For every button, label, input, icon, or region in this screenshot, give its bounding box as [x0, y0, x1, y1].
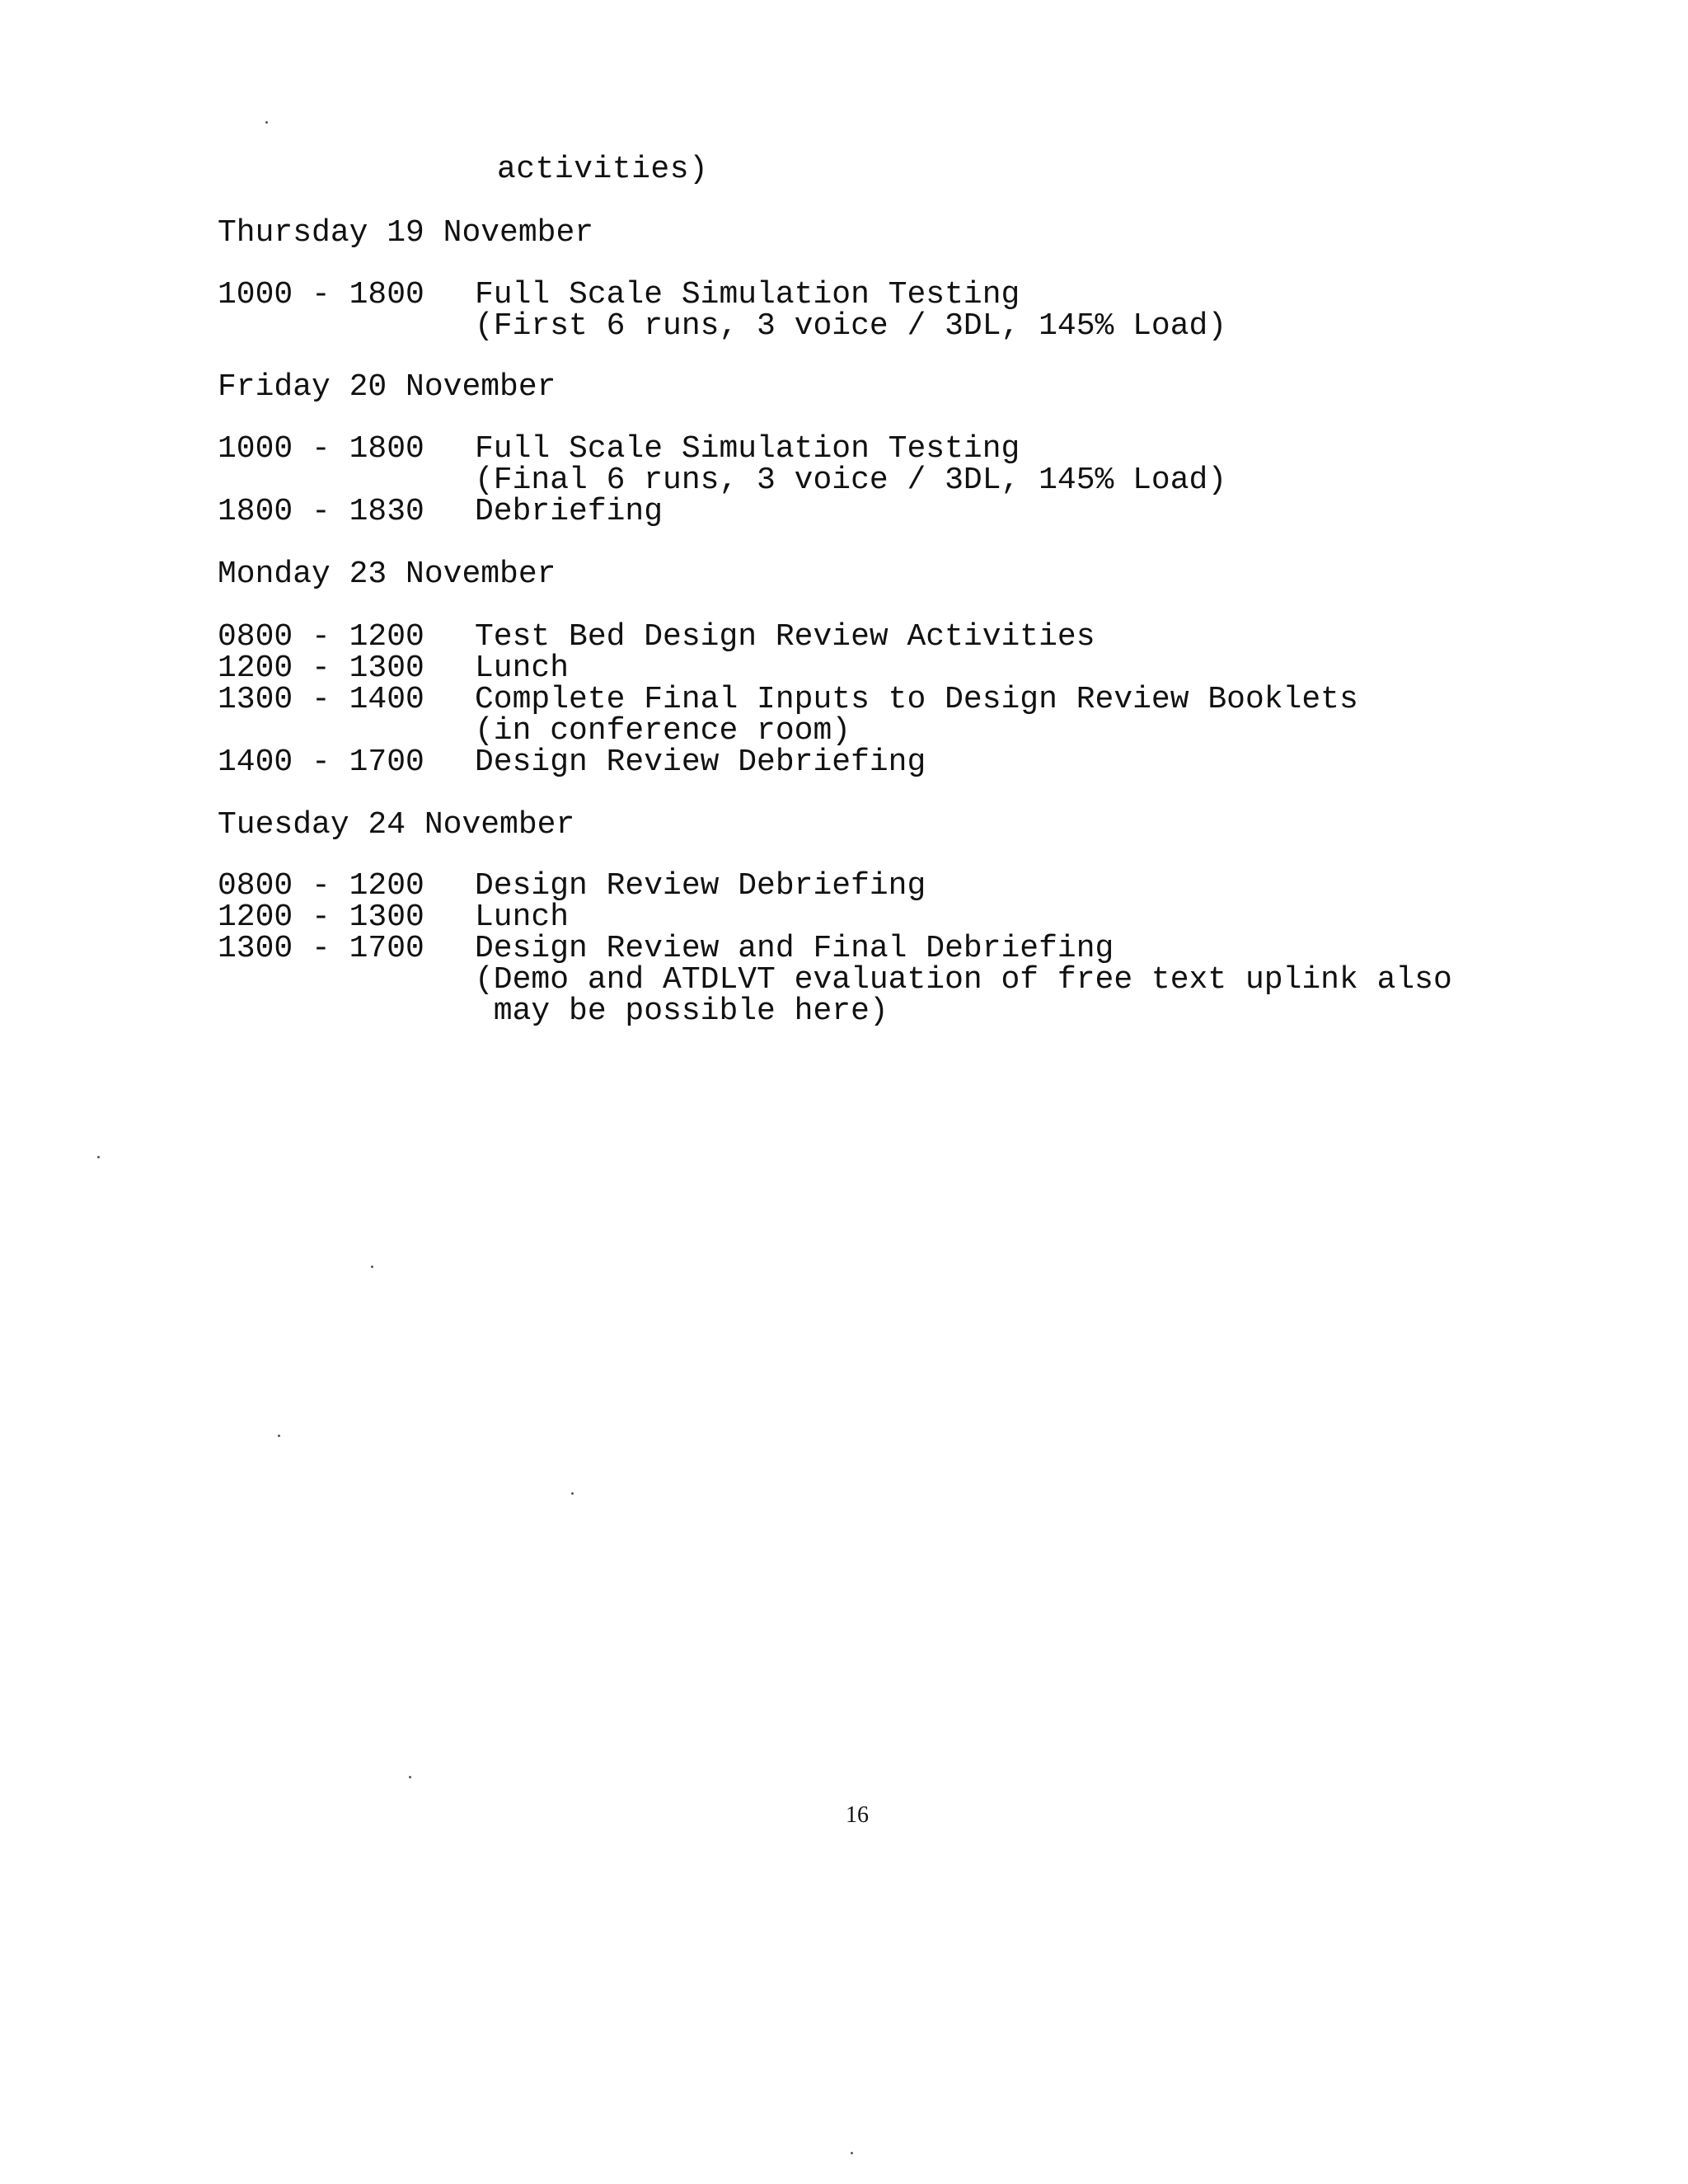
activity-description: (Final 6 runs, 3 voice / 3DL, 145% Load) [475, 463, 1227, 498]
activity-description: Design Review Debriefing [475, 744, 926, 780]
activity-description: Full Scale Simulation Testing [475, 277, 1020, 312]
activity-description: Debriefing [475, 494, 663, 529]
page-number: 16 [846, 1802, 869, 1828]
scan-speck [265, 121, 268, 124]
time-range: 1400 - 1700 [218, 744, 424, 780]
time-range: 1000 - 1800 [218, 277, 424, 312]
activity-description: Lunch [475, 899, 570, 935]
day-heading-thursday: Thursday 19 November [218, 215, 594, 251]
time-range: 0800 - 1200 [218, 868, 424, 904]
scan-speck [851, 2152, 853, 2154]
time-range: 1300 - 1400 [218, 682, 424, 717]
time-range: 1000 - 1800 [218, 431, 424, 467]
activity-description: Design Review Debriefing [475, 868, 926, 904]
activity-description: Test Bed Design Review Activities [475, 619, 1095, 655]
day-heading-friday: Friday 20 November [218, 369, 556, 405]
activity-description: Full Scale Simulation Testing [475, 431, 1020, 467]
scan-speck [278, 1435, 280, 1437]
scan-speck [97, 1156, 100, 1158]
time-range: 1300 - 1700 [218, 931, 424, 966]
activity-description: Complete Final Inputs to Design Review Booklets [475, 682, 1358, 717]
scan-speck [409, 1776, 411, 1778]
scan-speck [371, 1266, 373, 1268]
activity-description: Design Review and Final Debriefing [475, 931, 1114, 966]
activity-description: (First 6 runs, 3 voice / 3DL, 145% Load) [475, 308, 1227, 344]
activity-description: may be possible here) [475, 993, 889, 1029]
activity-description: (Demo and ATDLVT evaluation of free text uplink also [475, 962, 1452, 998]
time-range: 0800 - 1200 [218, 619, 424, 655]
activity-description: (in conference room) [475, 713, 851, 749]
activity-description: Lunch [475, 651, 570, 686]
time-range: 1200 - 1300 [218, 899, 424, 935]
scan-speck [571, 1492, 574, 1495]
time-range: 1200 - 1300 [218, 651, 424, 686]
day-heading-monday: Monday 23 November [218, 557, 556, 592]
continuation-text: activities) [497, 152, 709, 187]
day-heading-tuesday: Tuesday 24 November [218, 807, 575, 843]
time-range: 1800 - 1830 [218, 494, 424, 529]
